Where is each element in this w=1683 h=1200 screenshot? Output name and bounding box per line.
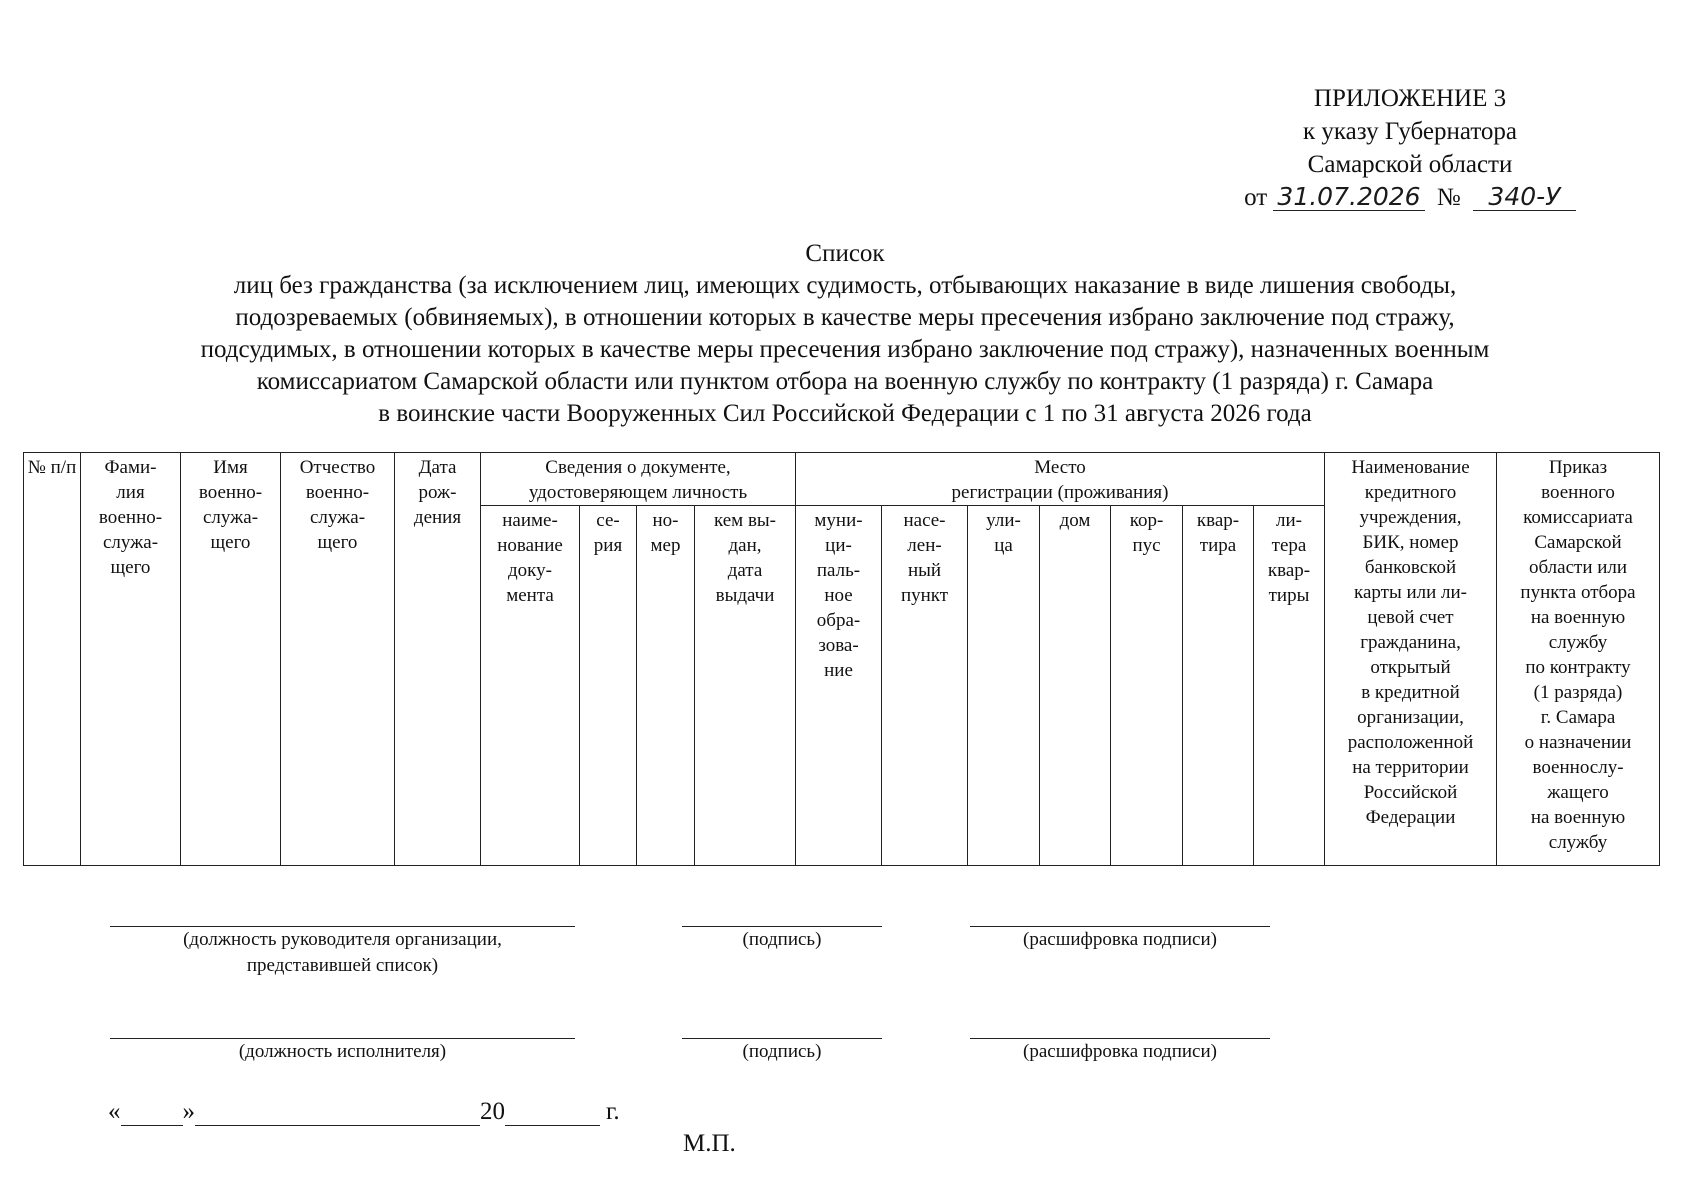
month-blank xyxy=(195,1101,480,1126)
year-suffix: г. xyxy=(606,1098,620,1125)
sig-line xyxy=(682,1038,882,1039)
header-order: Приказ военного комиссариата Самарской области или пункта отбора на военную службу по контракту (1 разряда) г. Самара о назначении военнослу- жащего на военную службу xyxy=(1497,453,1660,866)
document-title xyxy=(60,238,1630,430)
header-addr-building: кор- пус xyxy=(1111,506,1183,866)
date-open-quote: « xyxy=(108,1098,121,1125)
number-label: № xyxy=(1436,184,1461,211)
header-doc-series: се- рия xyxy=(580,506,637,866)
appendix-region: Самарской области xyxy=(1307,151,1513,178)
sig-signature-2: (подпись) xyxy=(682,1038,882,1065)
header-addr-apartment: квар- тира xyxy=(1183,506,1254,866)
appendix-block xyxy=(1240,82,1580,214)
handwritten-number: 340-У xyxy=(1473,184,1576,211)
title-line-1: лиц без гражданства (за исключением лиц, имеющих судимость, отбывающих наказание в виде лишения свободы, xyxy=(233,272,1457,299)
header-addr-street: ули- ца xyxy=(968,506,1040,866)
title-line-2: подозреваемых (обвиняемых), в отношении которых в качестве меры пресечения избрано заключение под стражу, xyxy=(235,304,1455,331)
appendix-title: ПРИЛОЖЕНИЕ 3 xyxy=(1313,85,1507,112)
sig-decode-2: (расшифровка подписи) xyxy=(970,1038,1270,1065)
stamp-label: М.П. xyxy=(683,1130,736,1157)
header-birth-date: Дата рож- дения xyxy=(395,453,481,866)
header-patronymic: Отчество военно- служа- щего xyxy=(281,453,395,866)
title-head: Список xyxy=(805,240,885,267)
header-addr-letter: ли- тера квар- тиры xyxy=(1254,506,1325,866)
date-row xyxy=(108,1098,620,1126)
title-line-3: подсудимых, в отношении которых в качестве меры пресечения избрано заключение под стражу), назначенных военным xyxy=(200,336,1490,363)
personnel-table xyxy=(23,452,1660,866)
year-prefix: 20 xyxy=(480,1098,505,1125)
header-doc-name: наиме- нование доку- мента xyxy=(481,506,580,866)
sig-line xyxy=(110,1038,575,1039)
header-doc-number: но- мер xyxy=(637,506,695,866)
handwritten-date: 31.07.2026 xyxy=(1273,184,1424,211)
appendix-decree: к указу Губернатора xyxy=(1302,118,1518,145)
from-label: от xyxy=(1244,184,1268,211)
sig-executor-position: (должность исполнителя) xyxy=(110,1038,575,1065)
title-line-4: комиссариатом Самарской области или пунктом отбора на военную службу по контракту (1 разряда) г. Самара xyxy=(256,368,1434,395)
header-document-group: Сведения о документе, удостоверяющем личность xyxy=(481,453,796,506)
header-address-group: Место регистрации (проживания) xyxy=(796,453,1325,506)
header-bank: Наименование кредитного учреждения, БИК, номер банковской карты или ли- цевой счет гражданина, открытый в кредитной организации, расположенной на территории Российской Федерации xyxy=(1325,453,1497,866)
sig-signature-1: (подпись) xyxy=(682,926,882,953)
sig-line xyxy=(970,1038,1270,1039)
header-num: № п/п xyxy=(24,453,81,866)
sig-decode-1: (расшифровка подписи) xyxy=(970,926,1270,953)
year-blank xyxy=(505,1101,600,1126)
header-doc-issued: кем вы- дан, дата выдачи xyxy=(695,506,796,866)
header-addr-municipality: муни- ци- паль- ное обра- зова- ние xyxy=(796,506,882,866)
header-addr-house: дом xyxy=(1040,506,1111,866)
appendix-date-line xyxy=(1240,181,1580,214)
date-close-quote: » xyxy=(182,1098,195,1125)
header-surname: Фами- лия военно- служа- щего xyxy=(81,453,181,866)
sig-line xyxy=(682,926,882,927)
sig-line xyxy=(110,926,575,927)
sig-head-position: (должность руководителя организации, представившей список) xyxy=(110,926,575,979)
day-blank xyxy=(121,1101,183,1126)
header-name: Имя военно- служа- щего xyxy=(181,453,281,866)
header-addr-locality: насе- лен- ный пункт xyxy=(882,506,968,866)
title-line-5: в воинские части Вооруженных Сил Российской Федерации с 1 по 31 августа 2026 года xyxy=(378,400,1312,427)
sig-line xyxy=(970,926,1270,927)
